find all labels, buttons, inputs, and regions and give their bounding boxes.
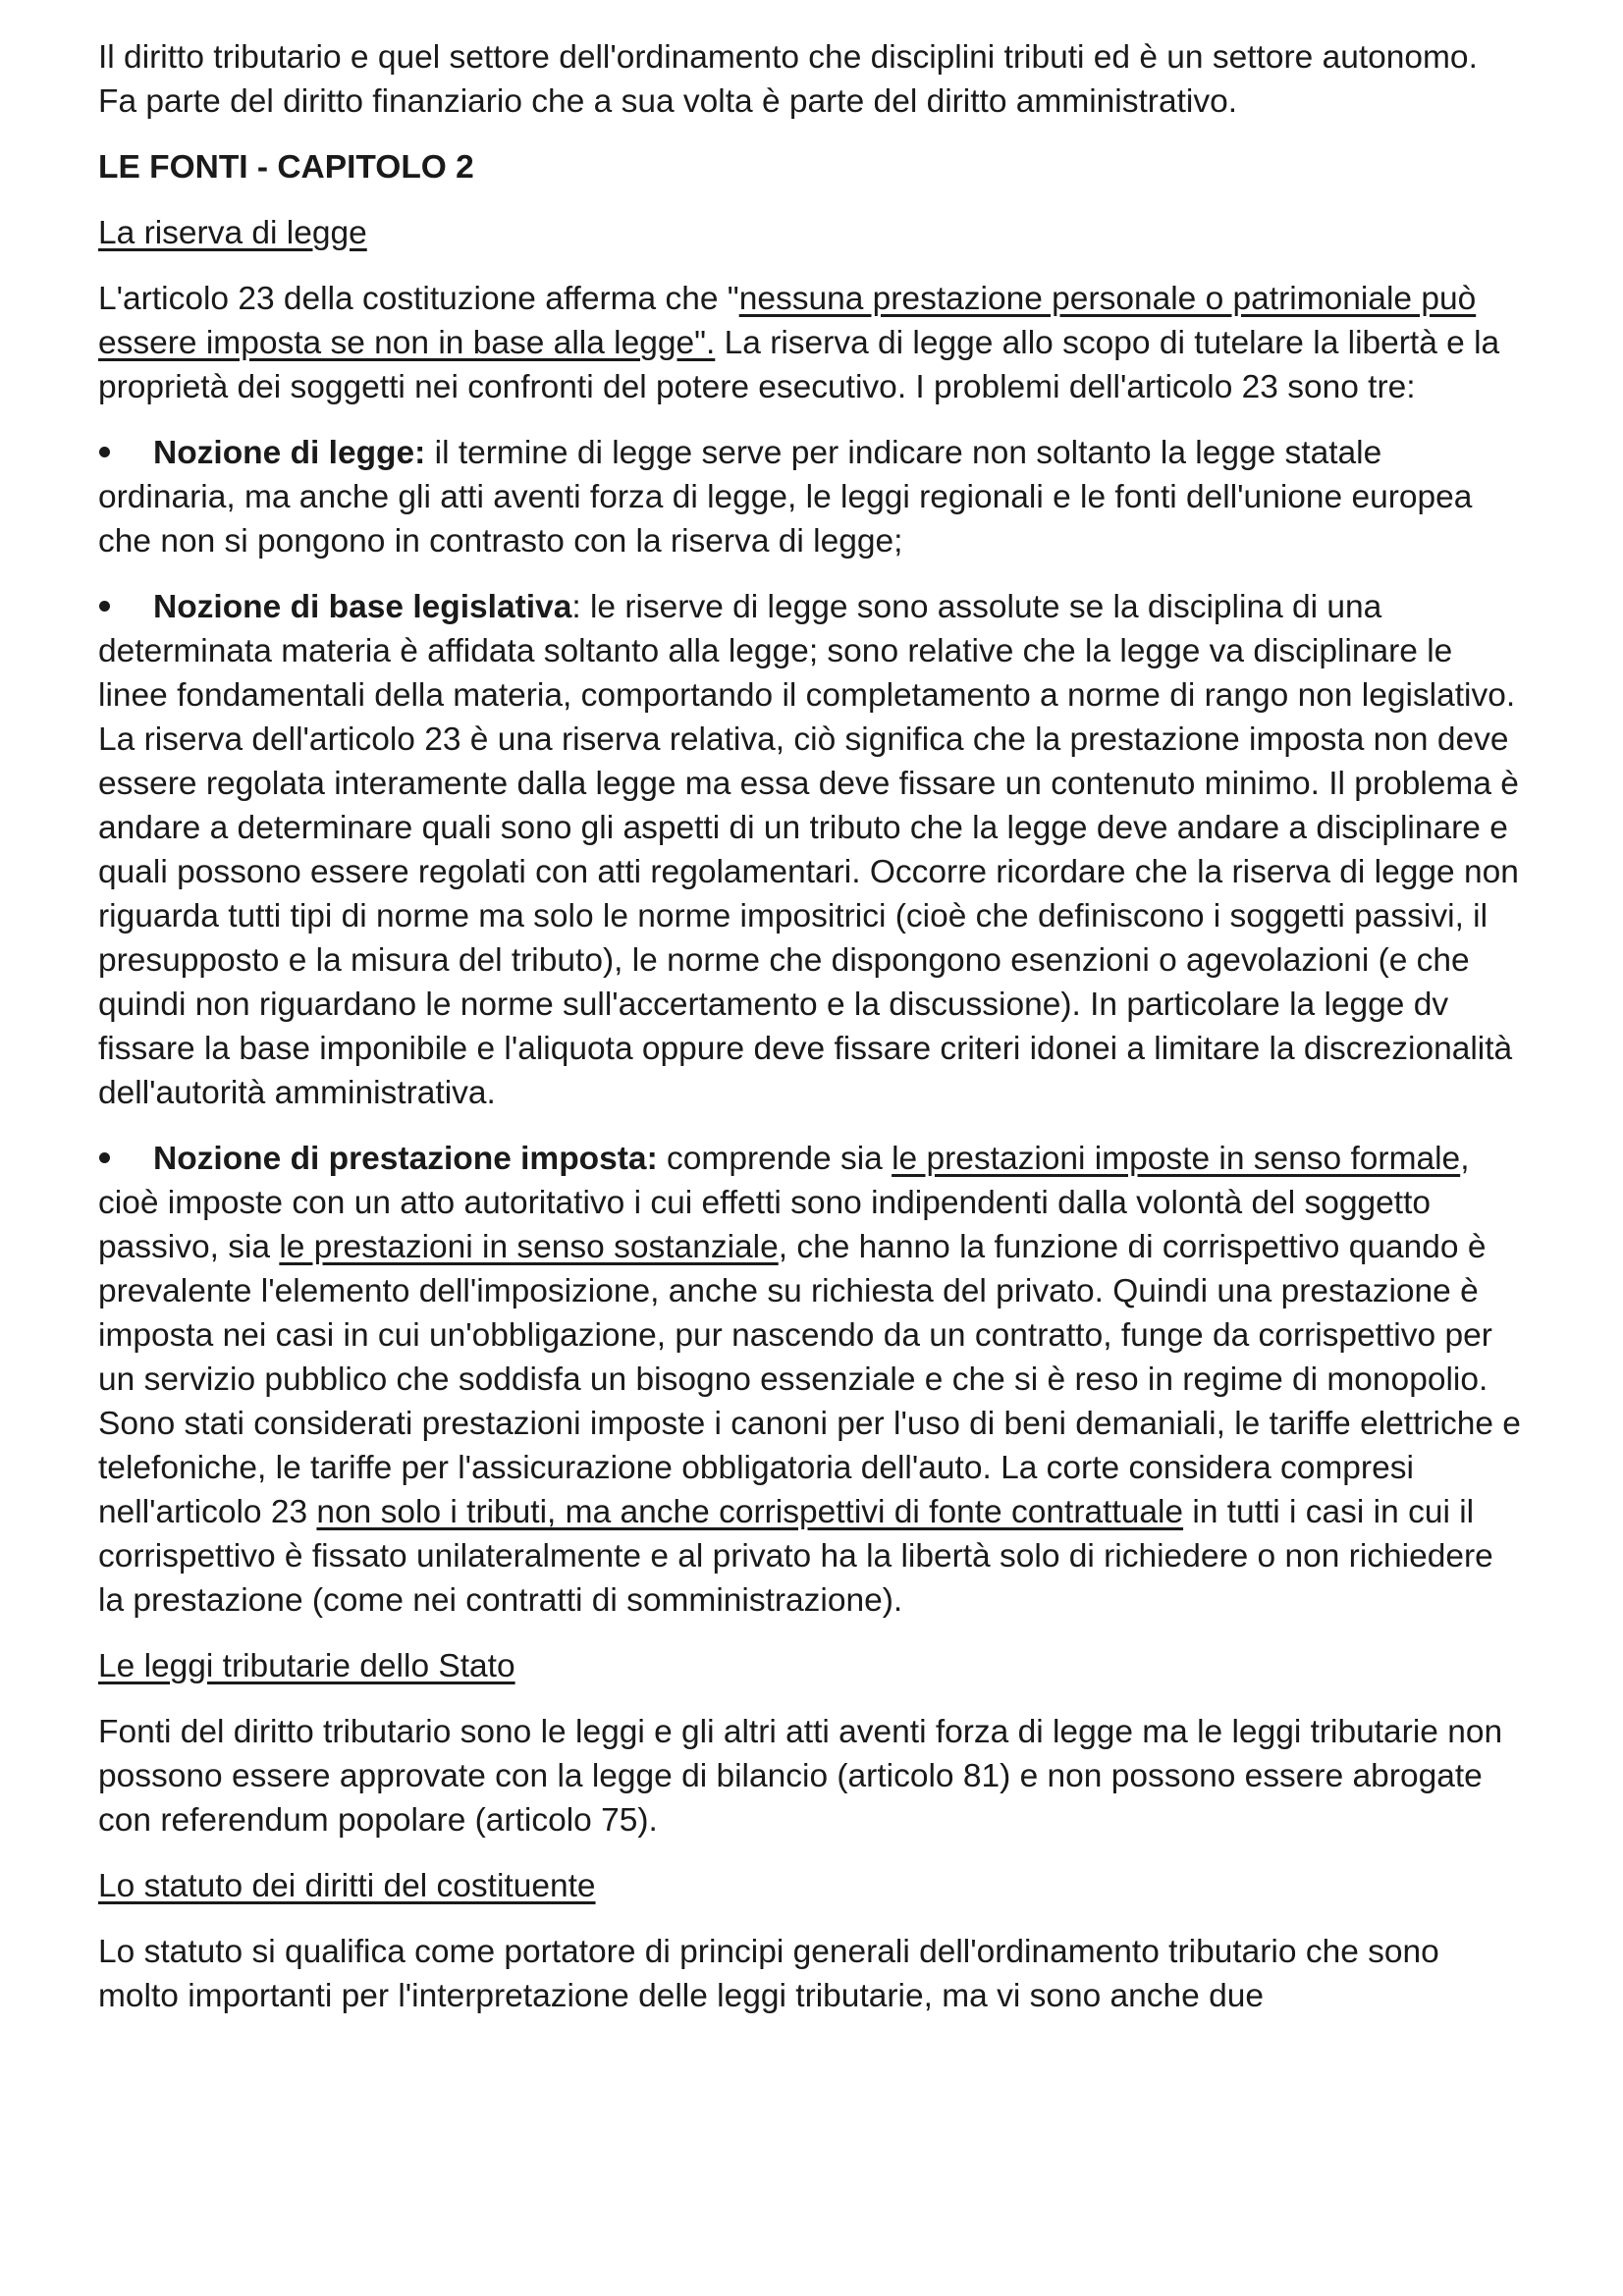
underlined-phrase: le prestazioni imposte in senso formale xyxy=(892,1141,1461,1177)
leggi-tributarie-paragraph: Fonti del diritto tributario sono le leggi e gli altri atti aventi forza di legge ma le leggi tributarie non possono essere approvate con la legge di bilancio (articolo 81) e non possono essere abrogate con referendum popolare (articolo 75). xyxy=(98,1714,1503,1839)
bullet-list xyxy=(98,431,1525,1623)
intro-paragraph: Il diritto tributario e quel settore dell'ordinamento che disciplini tributi ed è un settore autonomo. Fa parte del diritto finanziario che a sua volta è parte del diritto amministrativo. xyxy=(98,39,1478,120)
bullet-text: : le riserve di legge sono assolute se la disciplina di una determinata materia è affidata soltanto alla legge; sono relative che la legge va disciplinare le linee fondamentali della materia, comportando il completamento a norme di rango non legislativo. La riserva dell'articolo 23 è una riserva relativa, ciò significa che la prestazione imposta non deve essere regolata interamente dalla legge ma essa deve fissare un contenuto minimo. Il problema è andare a determinare quali sono gli aspetti di un tributo che la legge deve andare a disciplinare e quali possono essere regolati con atti regolamentari. Occorre ricordare che la riserva di legge non riguarda tutti tipi di norme ma solo le norme impositrici (cioè che definiscono i soggetti passivi, il presupposto e la misura del tributo), le norme che dispongono esenzioni o agevolazioni (e che quindi non riguardano le norme sull'accertamento e la discussione). In particolare la legge dv fissare la base imponibile e l'aliquota oppure deve fissare criteri idonei a limitare la discrezionalità dell'autorità amministrativa. xyxy=(98,589,1519,1111)
bullet-text: comprende sia xyxy=(657,1141,893,1177)
list-item xyxy=(98,431,1525,563)
chapter-heading: LE FONTI - CAPITOLO 2 xyxy=(98,149,474,186)
bullet-text: , cioè imposte con un atto autoritativo i cui effetti sono indipendenti dalla volontà del soggetto passivo, sia xyxy=(98,1141,1470,1265)
paragraph-text: La riserva di legge allo scopo di tutelare la libertà e la proprietà dei soggetti nei confronti del potere esecutivo. I problemi dell'articolo 23 sono tre: xyxy=(98,325,1500,405)
underlined-phrase: le prestazioni in senso sostanziale xyxy=(279,1229,779,1265)
article-23-paragraph xyxy=(98,277,1525,409)
bullet-term: Nozione di base legislativa xyxy=(153,589,572,625)
bullet-icon xyxy=(99,601,110,612)
bullet-text: il termine di legge serve per indicare non soltanto la legge statale ordinaria, ma anche gli atti aventi forza di legge, le leggi regionali e le fonti dell'unione europea che non si pongono in contrasto con la riserva di legge; xyxy=(98,435,1473,560)
bullet-icon xyxy=(99,1152,110,1163)
quoted-article-text: nessuna prestazione personale o patrimoniale può essere imposta se non in base alla legge". xyxy=(98,281,1477,361)
list-item xyxy=(98,1137,1525,1623)
bullet-term: Nozione di legge: xyxy=(153,435,426,471)
bullet-text: , che hanno la funzione di corrispettivo quando è prevalente l'elemento dell'imposizione, anche su richiesta del privato. Quindi una prestazione è imposta nei casi in cui un'obbligazione, pur nascendo da un contratto, funge da corrispettivo per un servizio pubblico che soddisfa un bisogno essenziale e che si è reso in regime di monopolio. Sono stati considerati prestazioni imposte i canoni per l'uso di beni demaniali, le tariffe elettriche e telefoniche, le tariffe per l'assicurazione obbligatoria dell'auto. La corte considera compresi nell'articolo 23 xyxy=(98,1229,1521,1530)
bullet-term: Nozione di prestazione imposta: xyxy=(153,1141,658,1177)
section-title-leggi-tributarie: Le leggi tributarie dello Stato xyxy=(98,1648,515,1684)
underlined-phrase: non solo i tributi, ma anche corrispettivi di fonte contrattuale xyxy=(316,1494,1184,1530)
statuto-paragraph: Lo statuto si qualifica come portatore di principi generali dell'ordinamento tributario che sono molto importanti per l'interpretazione delle leggi tributarie, ma vi sono anche due xyxy=(98,1934,1439,2014)
bullet-icon xyxy=(99,447,110,457)
list-item xyxy=(98,585,1525,1115)
section-title-riserva: La riserva di legge xyxy=(98,215,367,251)
section-title-statuto: Lo statuto dei diritti del costituente xyxy=(98,1868,596,1904)
bullet-text: in tutti i casi in cui il corrispettivo è fissato unilateralmente e al privato ha la libertà solo di richiedere o non richiedere la prestazione (come nei contratti di somministrazione). xyxy=(98,1494,1493,1619)
paragraph-text: L'articolo 23 della costituzione afferma che " xyxy=(98,281,739,317)
